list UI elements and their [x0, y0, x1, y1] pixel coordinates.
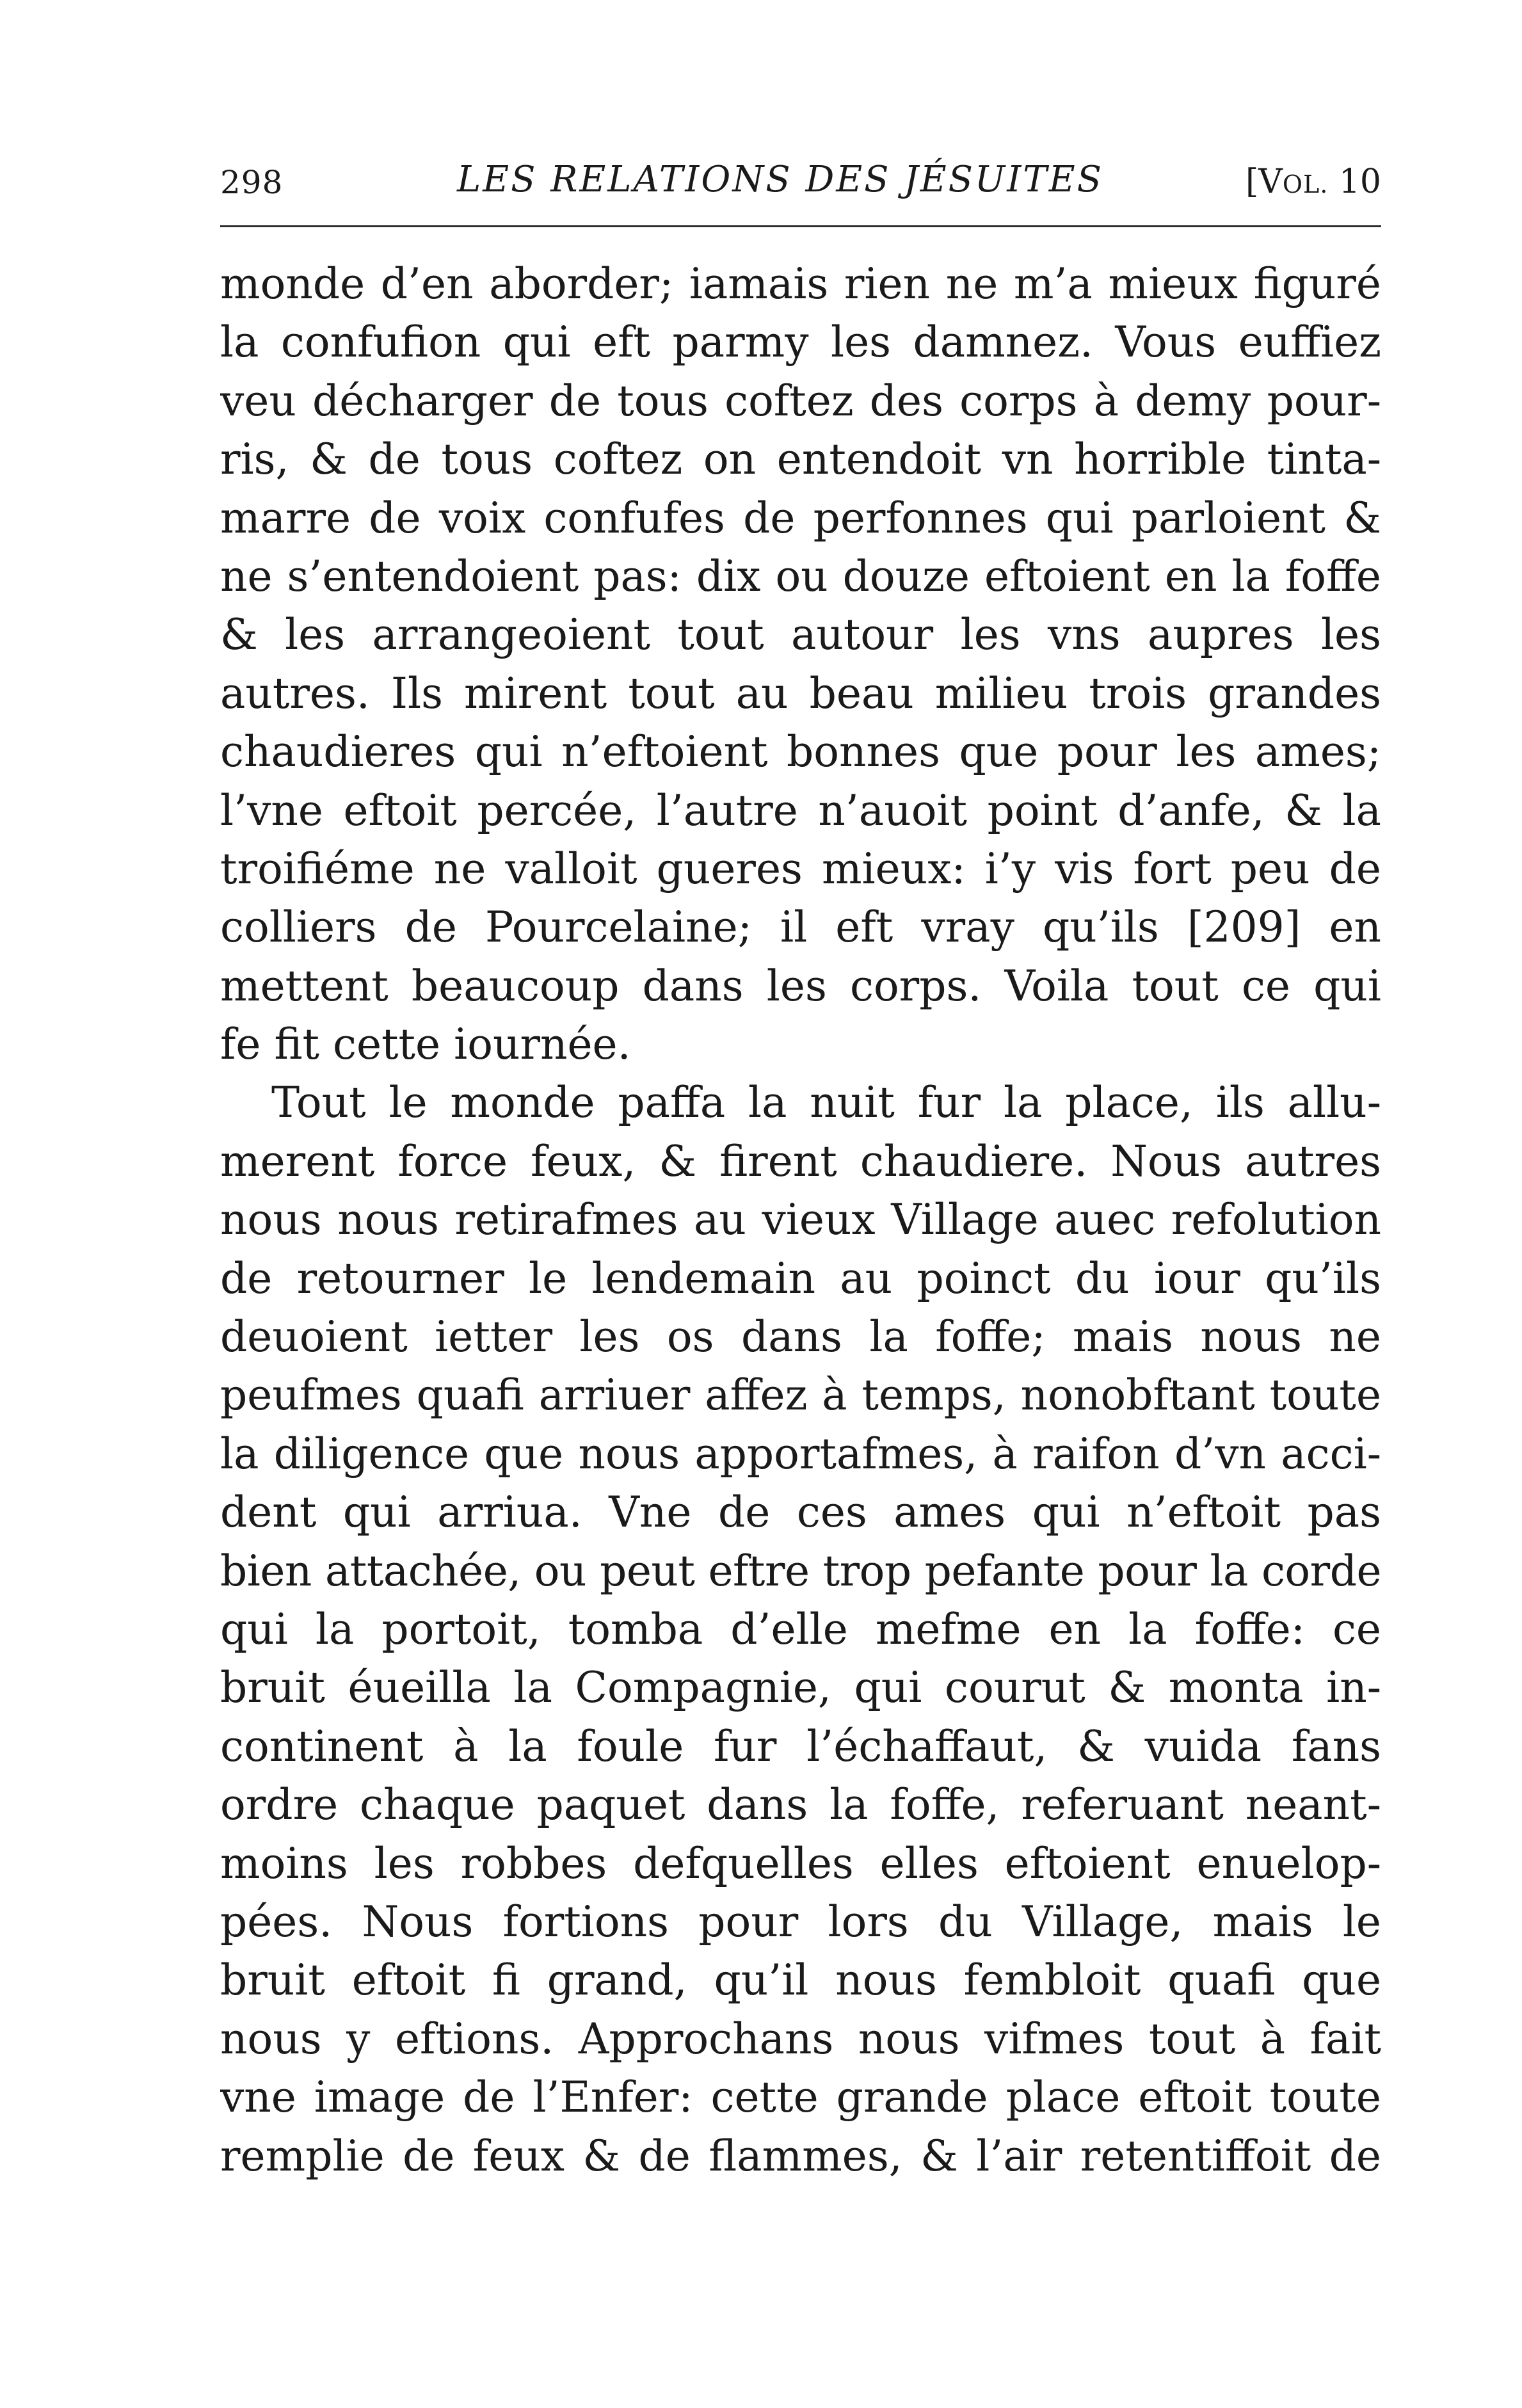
paragraph-start-line: Tout le monde paffa la nuit fur la place, ils allu- [271, 1078, 1381, 1128]
text-line: de retourner le lendemain au poinct du iour qu’ils [220, 1253, 1381, 1303]
text-line: bien attachée, ou peut eftre trop pefante pour la corde [220, 1546, 1381, 1596]
text-line: marre de voix confufes de perfonnes qui parloient & [220, 493, 1381, 543]
volume-small-caps: OL. [1282, 170, 1329, 198]
volume-label [1246, 163, 1381, 201]
text-line: remplie de feux & de flammes, & l’air retentiffoit de [220, 2131, 1381, 2181]
text-line: bruit éueilla la Compagnie, qui courut & monta in- [220, 1663, 1381, 1713]
text-line: peufmes quafi arriuer affez à temps, nonobftant toute [220, 1370, 1381, 1420]
text-line: bruit eftoit fi grand, qu’il nous fembloit quafi que [220, 1955, 1381, 2005]
header-rule [220, 225, 1381, 227]
text-line: & les arrangeoient tout autour les vns aupres les [220, 610, 1381, 660]
text-line: troifiéme ne valloit gueres mieux: i’y vis fort peu de [220, 844, 1381, 894]
text-line: qui la portoit, tomba d’elle mefme en la foffe: ce [220, 1604, 1381, 1654]
text-line: ris, & de tous coftez on entendoit vn horrible tinta- [220, 435, 1381, 485]
running-title: LES RELATIONS DES JÉSUITES [457, 159, 1103, 200]
text-line: l’vne eftoit percée, l’autre n’auoit point d’anfe, & la [220, 785, 1381, 835]
text-line: ordre chaque paquet dans la foffe, referuant neant- [220, 1780, 1381, 1830]
page-number: 298 [220, 164, 284, 201]
text-line: la confufion qui eft parmy les damnez. Vous euffiez [220, 317, 1381, 367]
paragraph-end-line: fe fit cette iournée. [220, 1020, 631, 1070]
text-line: ne s’entendoient pas: dix ou douze eftoient en la foffe [220, 551, 1381, 601]
text-line: nous nous retirafmes au vieux Village auec refolution [220, 1195, 1381, 1245]
text-line: veu décharger de tous coftez des corps à demy pour- [220, 376, 1381, 426]
text-line: merent force feux, & firent chaudiere. Nous autres [220, 1136, 1381, 1186]
text-line: pées. Nous fortions pour lors du Village, mais le [220, 1897, 1381, 1946]
text-line: deuoient ietter les os dans la foffe; mais nous ne [220, 1312, 1381, 1362]
text-line: chaudieres qui n’eftoient bonnes que pour les ames; [220, 727, 1381, 777]
body-text [220, 255, 1381, 2185]
text-line: vne image de l’Enfer: cette grande place eftoit toute [220, 2073, 1381, 2123]
page-header [220, 152, 1381, 216]
text-line: autres. Ils mirent tout au beau milieu trois grandes [220, 668, 1381, 718]
text-line: la diligence que nous apportafmes, à raifon d’vn acci- [220, 1429, 1381, 1479]
volume-prefix: [V [1245, 163, 1283, 201]
text-line: moins les robbes defquelles elles eftoient enuelop- [220, 1838, 1381, 1888]
text-line: continent à la foule fur l’échaffaut, & vuida fans [220, 1721, 1381, 1771]
text-line: monde d’en aborder; iamais rien ne m’a mieux figuré [220, 259, 1381, 309]
text-line: nous y eftions. Approchans nous vifmes tout à fait [220, 2014, 1381, 2064]
volume-number: 10 [1328, 163, 1381, 201]
text-line: mettent beaucoup dans les corps. Voila tout ce qui [220, 961, 1381, 1011]
text-line: colliers de Pourcelaine; il eft vray qu’ils [209] en [220, 903, 1381, 952]
text-line: dent qui arriua. Vne de ces ames qui n’eftoit pas [220, 1488, 1381, 1537]
